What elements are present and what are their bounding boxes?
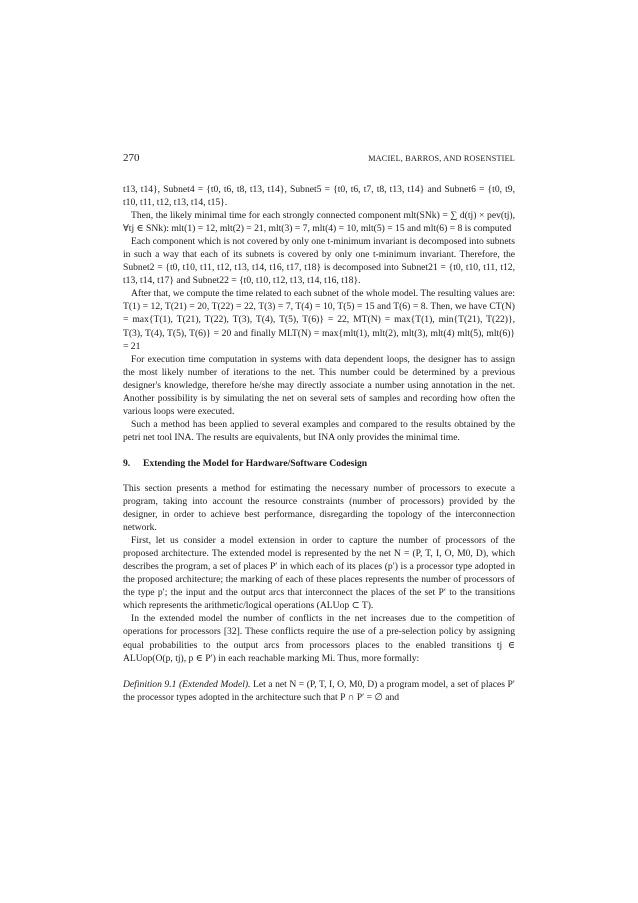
paragraph-conflicts: In the extended model the number of conflicts in the net increases due to the competition of operations for processors [32]. These conflicts require the use of a pre-selection policy by assigning equal probabilities to the output arcs from processors places to the enabled transitions tj ∈ ALUop(O(p, tj), p ∈ P′) in each reachable marking Mi. Thus, more formally:: [123, 613, 515, 664]
definition-paragraph: [123, 678, 515, 704]
section-title: Extending the Model for Hardware/Software Codesign: [143, 457, 368, 469]
running-head: [123, 152, 515, 166]
paragraph-minimal-time: Then, the likely minimal time for each strongly connected component mlt(SNk) = ∑ d(tj) × pev(tj), ∀tj ∈ SNk): mlt(1) = 12, mlt(2) = 21, mlt(3) = 7, mlt(4) = 10, mlt(5) = 15 and mlt(6) = 8 is computed: [123, 210, 515, 235]
paragraph-section-intro: This section presents a method for estimating the necessary number of processors to execute a program, taking into account the resource constraints (number of processors) provided by the designer, in order to achieve best performance, disregarding the topology of the interconnection network.: [123, 482, 515, 534]
paragraph-ina-comparison: Such a method has been applied to several examples and compared to the results obtained by the petri net tool INA. The results are equivalents, but INA only provides the minimal time.: [123, 418, 515, 443]
paragraph-subnet-times: After that, we compute the time related to each subnet of the whole model. The resulting values are: T(1) = 12, T(21) = 20, T(22) = 22, T(3) = 7, T(4) = 10, T(5) = 15 and T(6) = 8. Then, we have CT(N) = max{T(1), T(21), T(22), T(3), T(4), T(5), T(6)} = 22, MT(N) = max{T(1), min{T(21), T(22)}, T(3), T(4), T(5), T(6)} = 20 and finally MLT(N) = max{mlt(1), mlt(2), mlt(3), mlt(4) mlt(5), mlt(6)} = 21: [123, 288, 515, 352]
paragraph-data-dependent-loops: For execution time computation in systems with data dependent loops, the designer has to assign the most likely number of iterations to the net. This number could be determined by a previous designer's knowledge, therefore he/she may directly associate a number using annotation in the net. Another possibility is by simulating the net on several sets of samples and recording how often the various loops were executed.: [123, 353, 515, 417]
page-number: 270: [123, 152, 140, 164]
page: [123, 152, 515, 704]
paragraph-model-extension: First, let us consider a model extension in order to capture the number of processors of the proposed architecture. The extended model is represented by the net N = (P, T, I, O, M0, D), which describes the program, a set of places P′ in which each of its places (p′) is a processor type adopted in the proposed architecture; the marking of each of these places represents the number of processors of the type p′; the input and the output arcs that interconnect the places of the set P′ to the transitions which represents the arithmetic/logical operations (ALUop ⊂ T).: [123, 535, 515, 612]
running-head-authors: MACIEL, BARROS, AND ROSENSTIEL: [368, 154, 515, 163]
section-number: 9.: [123, 457, 131, 469]
paragraph-decomposition: Each component which is not covered by only one t-minimum invariant is decomposed into subnets in such a way that each of its subnets is covered by only one t-minimum invariant. Therefore, the Subnet2 = {t0, t10, t11, t12, t13, t14, t16, t17, t18} is decomposed into Subnet21 = {t0, t10, t11, t12, t13, t14, t17} and Subnet22 = {t0, t10, t12, t13, t14, t16, t18}.: [123, 236, 515, 287]
definition-title: Definition 9.1 (Extended Model).: [123, 678, 251, 690]
paragraph-subnets-continued: t13, t14}, Subnet4 = {t0, t6, t8, t13, t14}, Subnet5 = {t0, t6, t7, t8, t13, t14} and Subnet6 = {t0, t9, t10, t11, t12, t13, t14, t15}.: [123, 184, 515, 209]
definition-text: Let a net N = (P, T, I, O, M0, D) a program model, a set of places P′ the processor types adopted in the architecture such that P ∩ P′ = ∅ and: [123, 678, 515, 703]
section-heading: [123, 457, 515, 470]
